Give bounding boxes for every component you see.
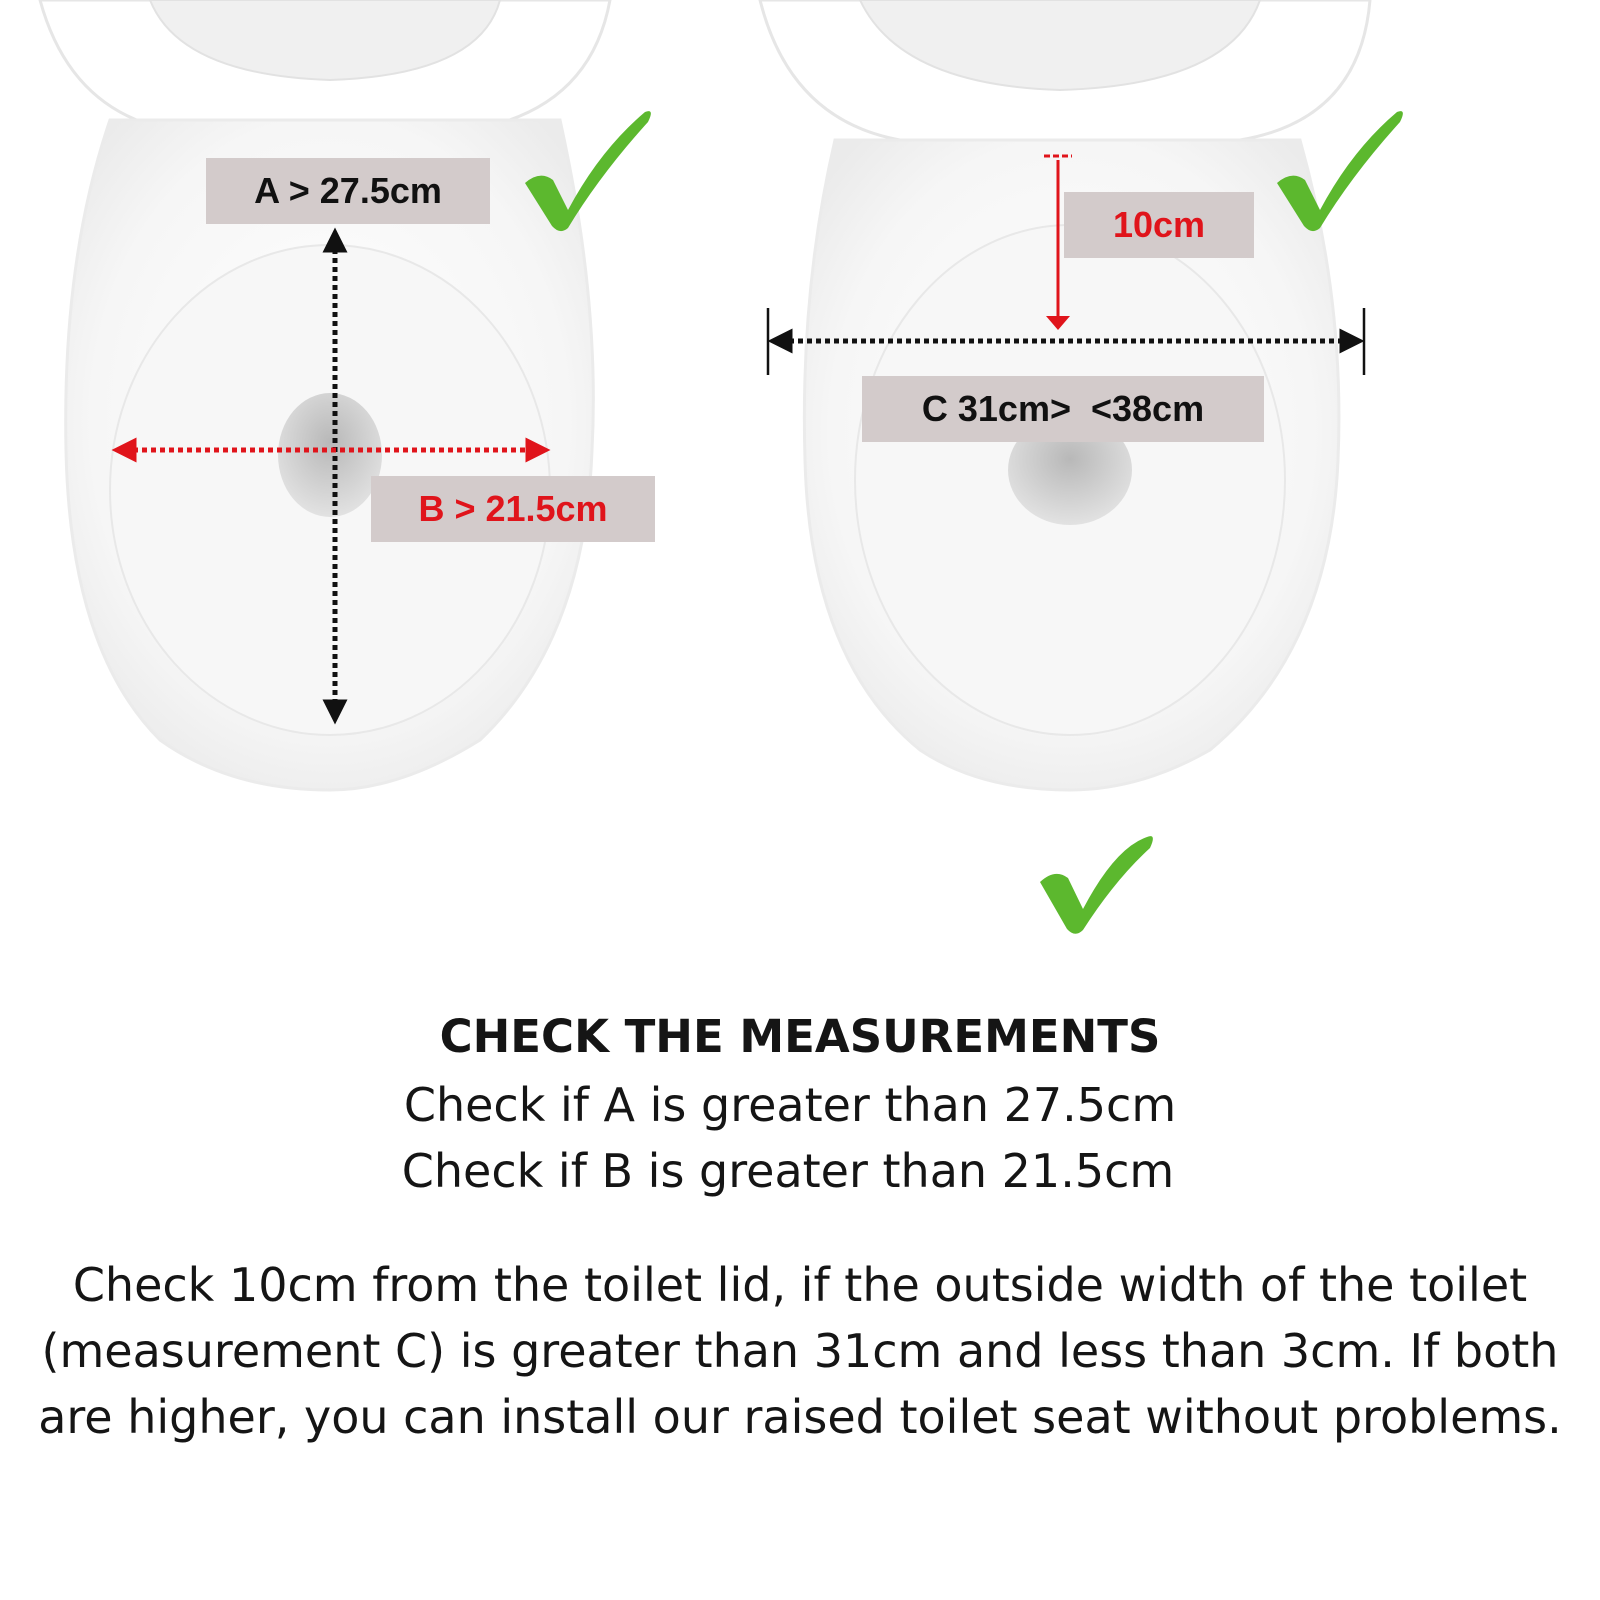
label-10cm: 10cm bbox=[1064, 192, 1254, 258]
left-toilet-drain bbox=[278, 393, 382, 517]
instruction-paragraph: Check 10cm from the toilet lid, if the outside width of the toilet (measurement C) is greater than 31cm and less than 3cm. If both are higher, you can install our raised toilet seat without problems. bbox=[38, 1258, 1562, 1444]
check-icon bbox=[1040, 836, 1153, 934]
check-a-line: Check if A is greater than 27.5cm bbox=[403, 1078, 1177, 1132]
label-b: B > 21.5cm bbox=[371, 476, 655, 542]
left-toilet bbox=[40, 0, 610, 790]
heading: CHECK THE MEASUREMENTS bbox=[439, 1010, 1161, 1063]
label-a: A > 27.5cm bbox=[206, 158, 490, 224]
check-b-line: Check if B is greater than 21.5cm bbox=[401, 1144, 1175, 1198]
label-c: C 31cm> <38cm bbox=[862, 376, 1264, 442]
